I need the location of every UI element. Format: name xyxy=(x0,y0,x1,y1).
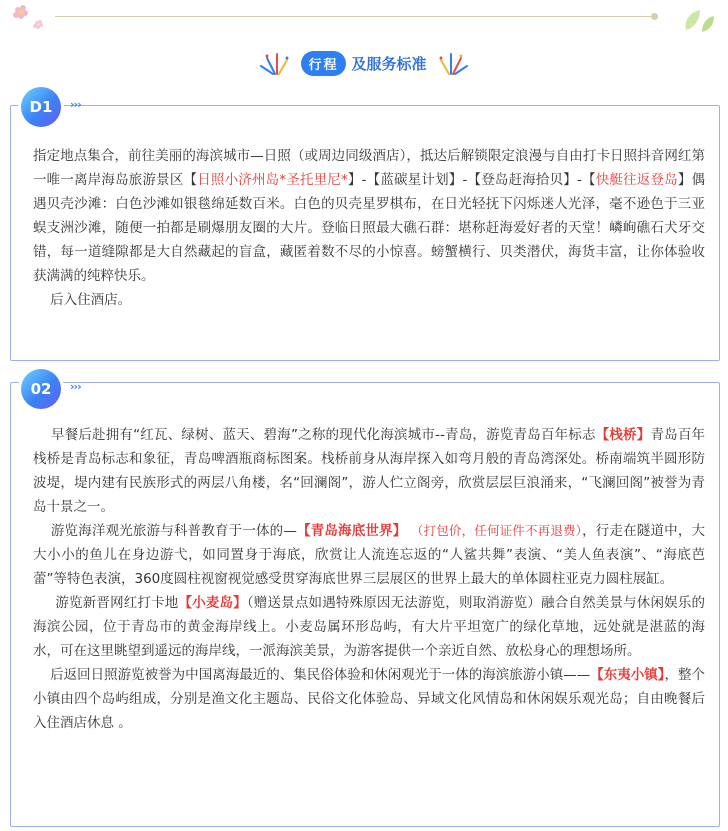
day1-text-part: 指定地点集合，前往美丽的海滨城市—日照（或周边同级酒店），抵达后解锁限定浪漫与自由打卡日照抖音网红第一唯一离岸海岛旅游景区【 xyxy=(33,148,705,188)
day2-price-note: （打包价，任何证件不再退费） xyxy=(410,523,583,538)
day2-text-part: ，整个小镇由四个岛屿组成，分别是渔文化主题岛、民俗文化体验岛、异域文化风情岛和休闲娱乐观光岛；自由晚餐后入住酒店休息 。 xyxy=(33,667,706,731)
day1-card xyxy=(10,105,720,361)
day2-text-part: ，行走在隧道中，大大小小的鱼儿在身边游弋，如同置身于海底，欣赏让人流连忘返的“人鲨共舞”表演、“美人鱼表演”、“海底芭蕾”等特色表演，360度圆柱视窗视觉感受贯穿海底世界三层展区的世界上最大的单体圆柱亚克力圆柱展缸。 xyxy=(33,523,706,587)
day1-closing xyxy=(33,288,705,312)
day2-paragraph-1 xyxy=(33,423,705,519)
day2-highlight-zhanqiao: 【栈桥】 xyxy=(595,427,651,443)
day2-paragraph-3 xyxy=(33,591,705,663)
day1-hotel-text: 后入住酒店。 xyxy=(50,292,132,308)
day2-text-part: 游览新晋网红打卡地 xyxy=(55,595,179,611)
day1-text-part: 】偶遇贝壳沙滩：白色沙滩如银毯绵延数百米。白色的贝壳星罗棋布，在日光轻抚下闪烁迷人光泽，毫不逊色于三亚蜈支洲沙滩，随便一拍都是刷爆朋友圈的大片。登临日照最大礁石群：堪称赶海爱好者的天堂！嶙峋礁石犬牙交错，每一道缝隙都是大自然藏起的盲盒，藏匿着数不尽的小惊喜。螃蟹横行、贝类潜伏，海货丰富，让你体验收获满满的纯粹快乐。 xyxy=(33,172,706,284)
day2-highlight-dongyi-town: 【东夷小镇】 xyxy=(590,667,665,683)
day2-text-part: 青岛百年栈桥是青岛标志和象征，青岛啤酒瓶商标图案。栈桥前身从海岸探入如弯月般的青岛湾深处。桥南端筑半圆形防波堤，堤内建有民族形式的两层八角楼，名“回澜阁”，游人伫立阁旁，欣赏层层巨浪涌来，“飞澜回阁”被誉为青岛十景之一。 xyxy=(33,427,706,515)
top-divider-dot xyxy=(651,13,658,20)
day2-chevrons-icon: ››› xyxy=(70,380,81,393)
section-heading xyxy=(0,46,728,80)
day2-text-part: 早餐后赴拥有“红瓦、绿树、蓝天、碧海”之称的现代化海滨城市--青岛，游览青岛百年标志 xyxy=(50,427,596,443)
heading-bubble: 行程 xyxy=(301,51,345,76)
day1-highlight-xiaojizhou: 日照小济州岛*圣托里尼* xyxy=(197,172,348,188)
leaf-decoration-icon xyxy=(678,6,718,34)
day2-text xyxy=(33,423,705,735)
day2-highlight-xiaomai-island: 【小麦岛】 xyxy=(178,595,247,611)
day2-text-part: 游览海洋观光旅游与科普教育于一体的— xyxy=(50,523,297,539)
day1-paragraph xyxy=(33,144,705,288)
day1-badge: D1 xyxy=(21,87,61,127)
day2-badge: 02 xyxy=(21,369,61,409)
day1-text-part: 】-【蓝碳星计划】-【登岛赶海拾贝】-【 xyxy=(347,172,596,188)
firework-left-icon xyxy=(257,48,293,78)
day1-highlight-speedboat: 快艇往返登岛 xyxy=(595,172,678,188)
day2-paragraph-2 xyxy=(33,519,705,591)
top-divider xyxy=(55,16,658,17)
day1-text xyxy=(33,144,705,312)
firework-right-icon xyxy=(435,48,471,78)
day2-text-part: 后返回日照游览被誉为中国离海最近的、集民俗体验和休闲观光于一体的海滨旅游小镇—— xyxy=(50,667,591,683)
day1-chevrons-icon: ››› xyxy=(70,98,81,111)
flower-decoration-icon xyxy=(8,2,48,32)
heading-title: 及服务标准 xyxy=(351,54,427,73)
day2-highlight-underwater-world: 【青岛海底世界】 xyxy=(296,523,407,539)
day2-card xyxy=(10,382,720,827)
day2-text-part: （赠送景点如遇特殊原因无法游览，则取消游览）融合自然美景与休闲娱乐的海滨公园，位于青岛市的黄金海岸线上。小麦岛属环形岛屿，有大片平坦宽广的绿化草地，远处就是湛蓝的海水，可在这里眺望到遥远的海岸线，一派海滨美景，为游客提供一个亲近自然、放松身心的理想场所。 xyxy=(33,595,706,659)
day2-paragraph-4 xyxy=(33,663,705,735)
